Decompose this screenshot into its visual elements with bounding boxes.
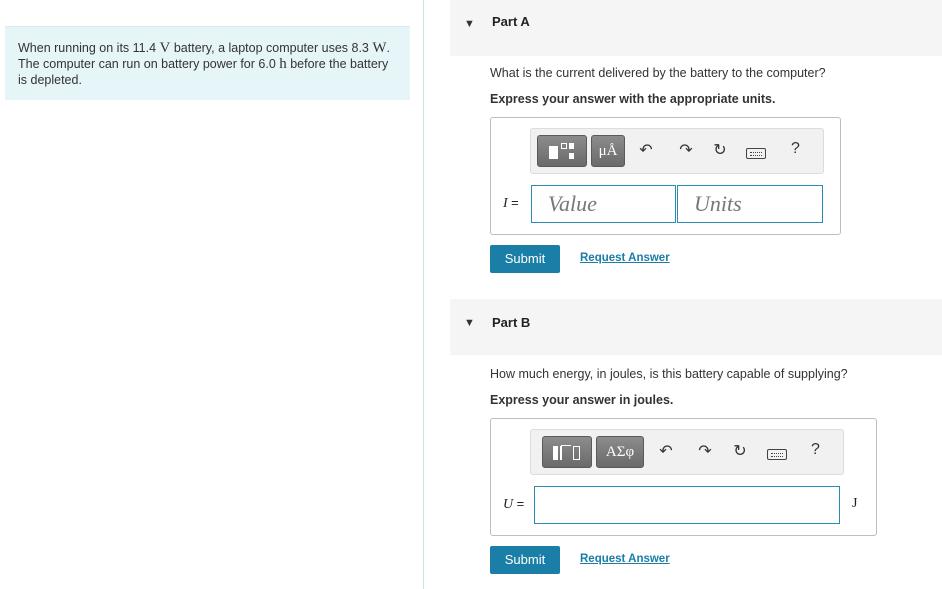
part-b-request-answer-link[interactable]: Request Answer [580, 553, 670, 565]
reset-icon[interactable]: ↻ [713, 142, 727, 159]
energy-input[interactable] [534, 486, 840, 524]
part-a-answer-box [490, 117, 841, 235]
math-templates-button[interactable] [542, 436, 592, 468]
units-input[interactable]: Units [677, 185, 823, 223]
keyboard-icon[interactable] [767, 449, 787, 460]
part-a-toolbar [530, 128, 824, 174]
redo-icon[interactable]: ↷ [679, 142, 693, 159]
part-b-variable: U = [503, 496, 525, 512]
part-b-question: How much energy, in joules, is this battery capable of supplying? [490, 367, 848, 381]
volt-unit: V [159, 40, 171, 56]
value-input[interactable]: Value [531, 185, 676, 223]
undo-icon[interactable]: ↶ [659, 443, 673, 460]
part-a-submit-button[interactable]: Submit [490, 245, 560, 273]
problem-panel [5, 26, 410, 100]
templates-button[interactable] [537, 135, 587, 167]
part-b-answer-box [490, 418, 877, 536]
reset-icon[interactable]: ↻ [733, 443, 747, 460]
problem-text: When running on its 11.4 V battery, a laptop computer uses 8.3 W. The computer can run on battery power for 6.0 h before the battery is depleted. [18, 40, 390, 87]
part-b-title: Part B [492, 315, 531, 330]
matrix-template-icon [547, 141, 577, 163]
part-b-toolbar [530, 429, 844, 475]
help-icon[interactable]: ? [791, 140, 800, 157]
help-icon[interactable]: ? [811, 441, 820, 458]
part-b-instruction: Express your answer in joules. [490, 393, 674, 407]
collapse-caret-icon[interactable]: ▼ [464, 317, 475, 329]
undo-icon[interactable]: ↶ [639, 142, 653, 159]
part-b-unit-label: J [852, 496, 858, 511]
units-button[interactable]: μÅ [591, 135, 625, 167]
collapse-caret-icon[interactable]: ▼ [464, 18, 475, 30]
keyboard-icon[interactable] [746, 148, 766, 159]
part-a-header[interactable] [450, 0, 942, 56]
part-a-question: What is the current delivered by the battery to the computer? [490, 66, 826, 80]
watt-unit: W [372, 40, 387, 56]
part-a-title: Part A [492, 14, 530, 29]
part-a-variable: I = [503, 195, 519, 211]
part-b-submit-button[interactable]: Submit [490, 546, 560, 574]
redo-icon[interactable]: ↷ [698, 443, 712, 460]
radical-template-icon [552, 442, 582, 464]
part-a-request-answer-link[interactable]: Request Answer [580, 252, 670, 264]
part-a-instruction: Express your answer with the appropriate units. [490, 92, 776, 106]
greek-symbols-button[interactable]: ΑΣφ [596, 436, 644, 468]
part-b-header[interactable] [450, 299, 942, 355]
hour-unit: h [279, 56, 287, 72]
panel-divider [423, 0, 424, 589]
